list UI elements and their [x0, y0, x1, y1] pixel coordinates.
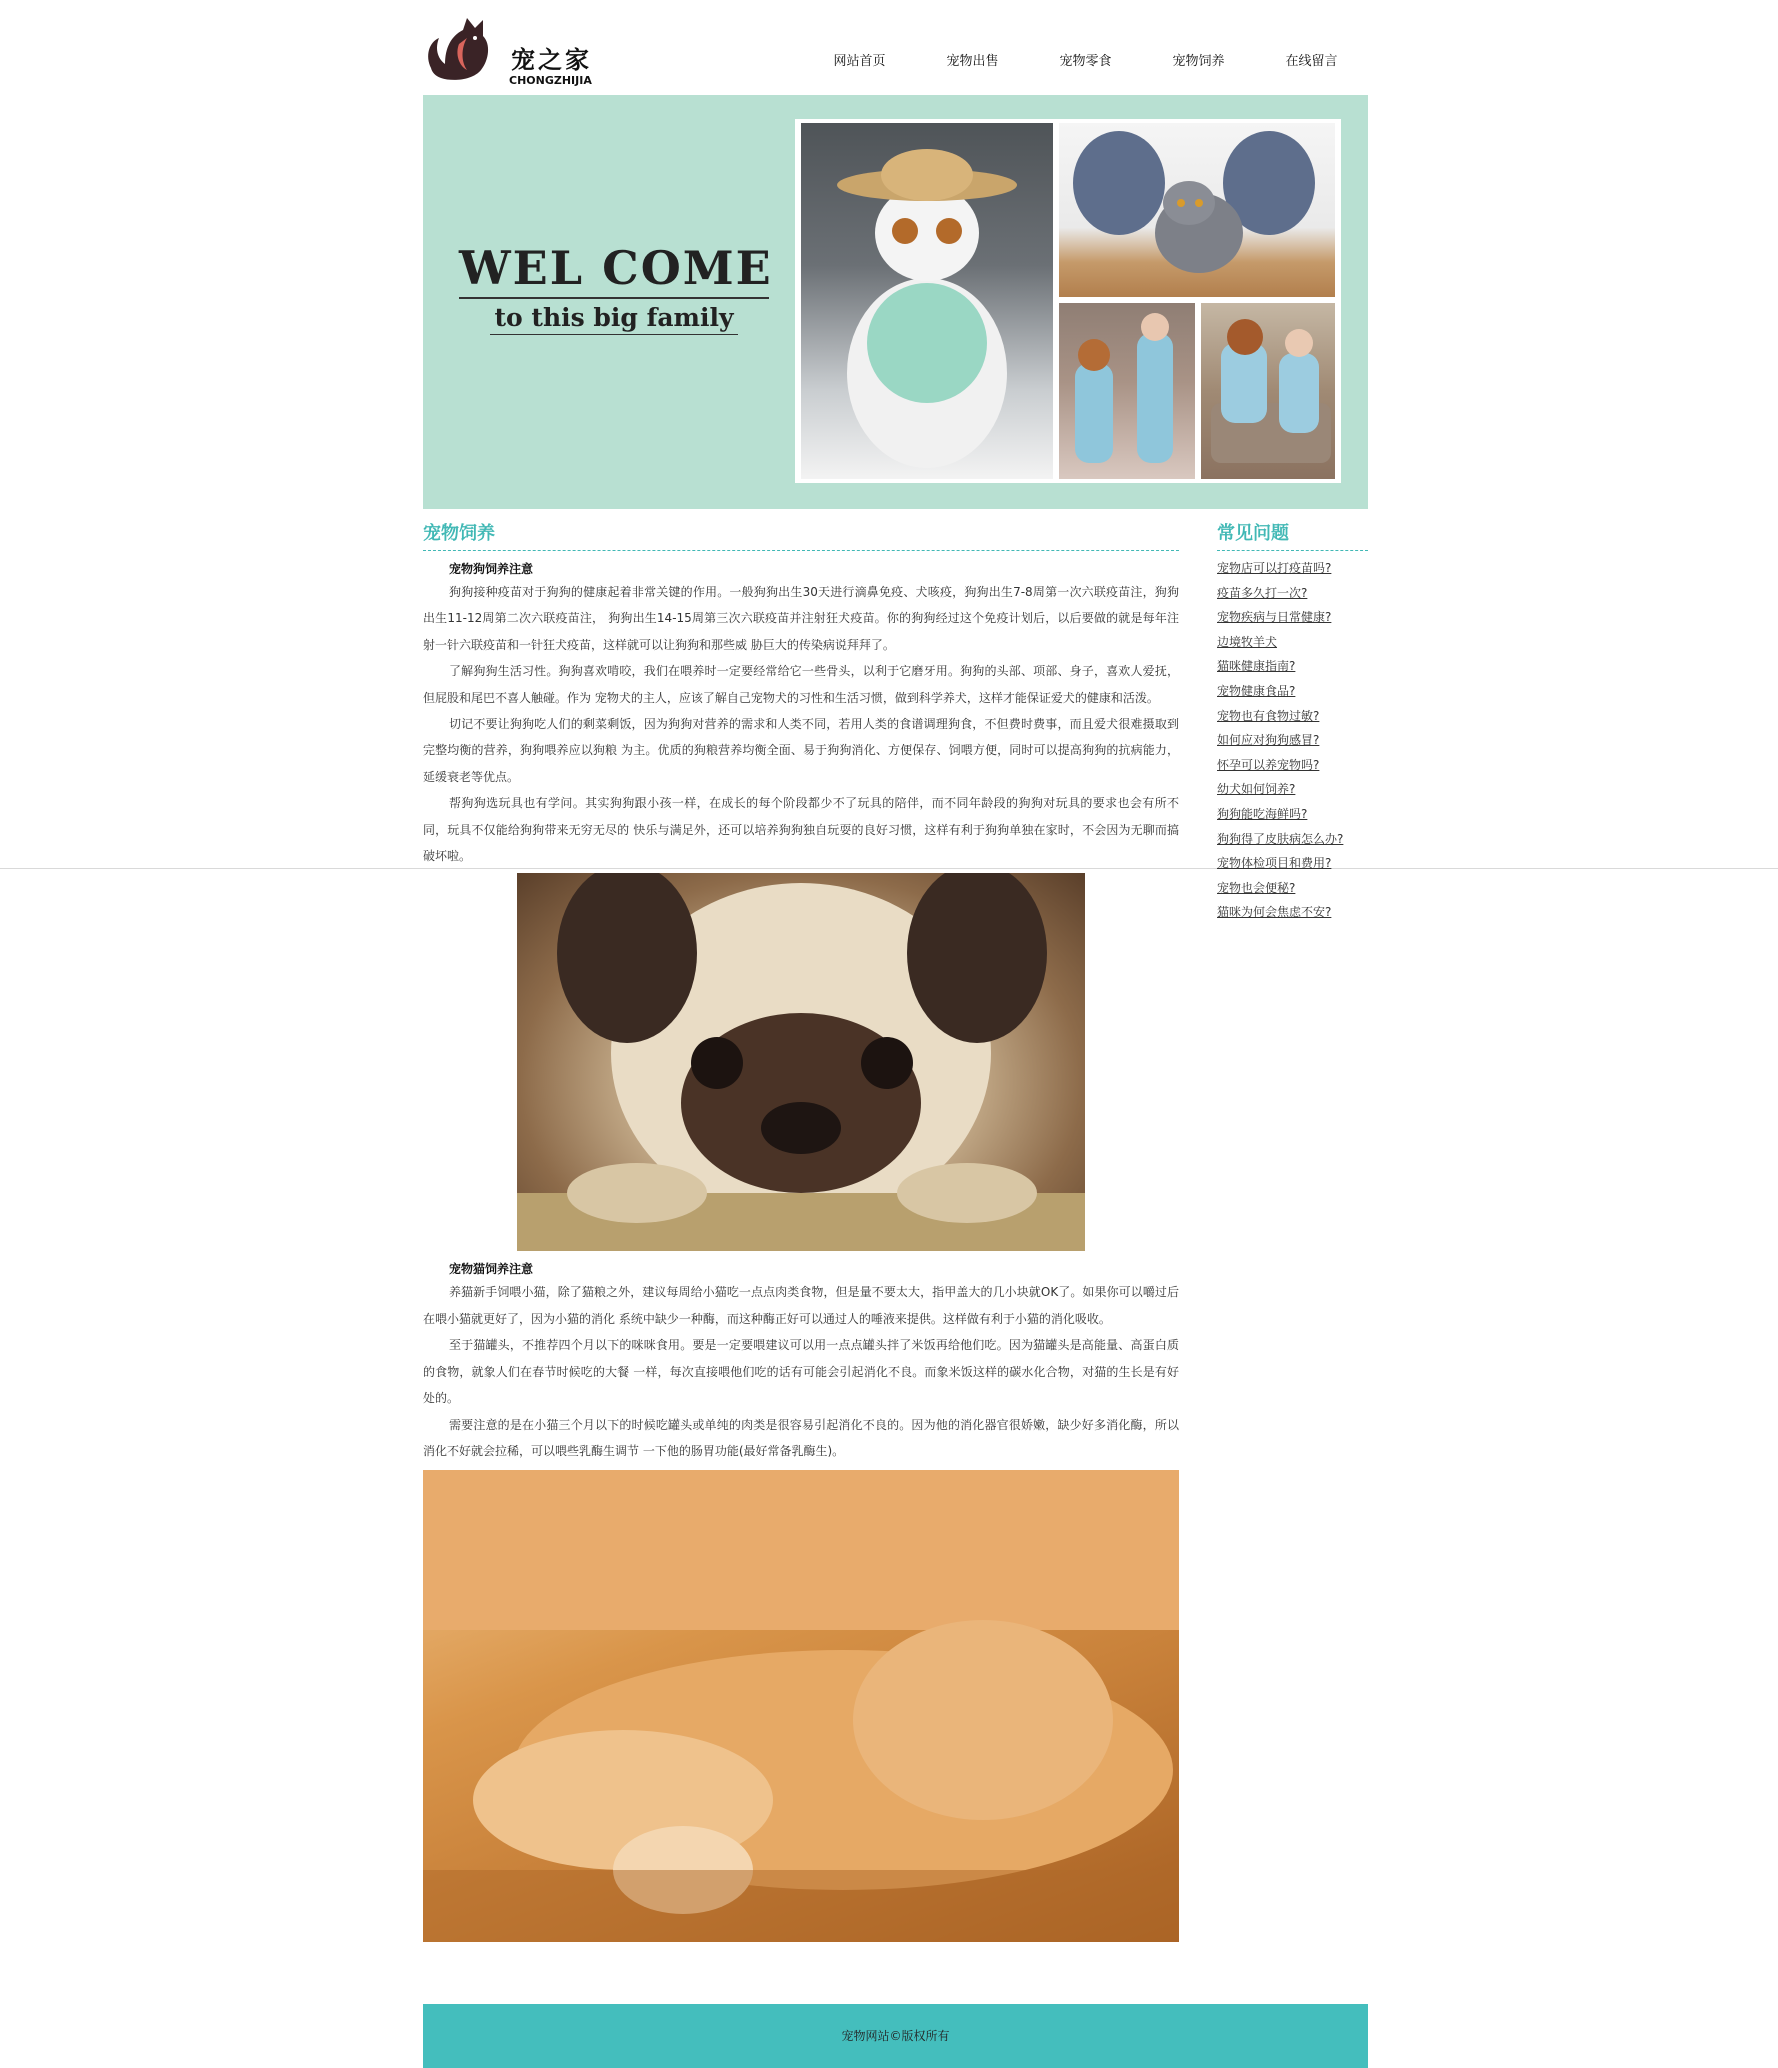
- welcome-subtitle: to this big family: [490, 303, 737, 335]
- faq-link[interactable]: 宠物体检项目和费用?: [1217, 856, 1332, 871]
- article-heading-dog: 宠物狗饲养注意: [449, 562, 534, 576]
- welcome-block: [459, 241, 773, 335]
- faq-list: [1217, 555, 1368, 924]
- list-item: [1217, 801, 1368, 826]
- faq-link[interactable]: 怀孕可以养宠物吗?: [1217, 757, 1320, 772]
- list-item: [1217, 899, 1368, 924]
- list-item: [1217, 703, 1368, 728]
- cat-dog-logo-icon: [423, 8, 513, 88]
- list-item: [1217, 580, 1368, 605]
- faq-sidebar: [1217, 521, 1368, 924]
- kid-and-dog-photo-1: [1059, 303, 1195, 479]
- logo-english-text: CHONGZHIJIA: [509, 74, 592, 87]
- faq-link[interactable]: 宠物健康食品?: [1217, 683, 1296, 698]
- cat-with-hat-photo: [801, 123, 1053, 479]
- pug-photo: [517, 873, 1085, 1251]
- logo-chinese-text: 宠之家: [511, 45, 592, 74]
- grey-cat-gloves-photo: [1059, 123, 1335, 297]
- page-container: [423, 0, 1368, 2068]
- list-item: [1217, 826, 1368, 851]
- nav-home[interactable]: 网站首页: [833, 54, 886, 69]
- welcome-divider: [459, 297, 769, 299]
- list-item: [1217, 604, 1368, 629]
- nav-pet-raising[interactable]: 宠物饲养: [1172, 54, 1225, 69]
- banner-photo-collage: [795, 119, 1341, 483]
- nav-message[interactable]: 在线留言: [1285, 54, 1338, 69]
- copyright-text: 宠物网站©版权所有: [841, 2029, 950, 2043]
- site-logo[interactable]: [423, 8, 613, 88]
- list-item: [1217, 850, 1368, 875]
- article-paragraph: 养猫新手饲喂小猫，除了猫粮之外，建议每周给小猫吃一点点肉类食物，但是量不要太大，指甲盖大的几小块就OK了。如果你可以嚼过后在喂小猫就更好了，因为小猫的消化 系统中缺少一种酶，而这种酶正好可以通过人的唾液来提供。这样做有利于小猫的消化吸收。: [423, 1285, 1179, 1326]
- list-item: [1217, 629, 1368, 654]
- list-item: [1217, 727, 1368, 752]
- list-item: [1217, 653, 1368, 678]
- faq-link[interactable]: 如何应对狗狗感冒?: [1217, 733, 1320, 748]
- article-heading-cat: 宠物猫饲养注意: [449, 1262, 534, 1277]
- list-item: [1217, 875, 1368, 900]
- faq-link[interactable]: 猫咪健康指南?: [1217, 659, 1296, 674]
- article-paragraph: 帮狗狗选玩具也有学问。其实狗狗跟小孩一样，在成长的每个阶段都少不了玩具的陪伴，而不同年龄段的狗狗对玩具的要求也会有所不同，玩具不仅能给狗狗带来无穷无尽的 快乐与满足外，还可以培养狗狗独自玩耍的良好习惯，这样有利于狗狗单独在家时，不会因为无聊而搞破坏啦。: [423, 796, 1179, 864]
- site-footer: [423, 2004, 1368, 2068]
- article-cat-care: [423, 1259, 1179, 1464]
- section-title-pet-raising: 宠物饲养: [423, 521, 1179, 551]
- nav-pet-snacks[interactable]: 宠物零食: [1059, 54, 1112, 69]
- faq-link[interactable]: 猫咪为何会焦虑不安?: [1217, 905, 1332, 920]
- faq-link[interactable]: 宠物店可以打疫苗吗?: [1217, 561, 1332, 575]
- list-item: [1217, 776, 1368, 801]
- list-item: [1217, 752, 1368, 777]
- main-content: [423, 521, 1179, 1942]
- faq-link[interactable]: 幼犬如何饲养?: [1217, 782, 1296, 797]
- section-title-faq: 常见问题: [1217, 521, 1368, 551]
- nav-pet-sale[interactable]: 宠物出售: [946, 54, 999, 69]
- list-item: [1217, 678, 1368, 703]
- faq-link[interactable]: 宠物也有食物过敏?: [1217, 708, 1320, 723]
- faq-link[interactable]: 边境牧羊犬: [1217, 634, 1278, 649]
- hero-banner: [423, 95, 1368, 509]
- faq-link[interactable]: 疫苗多久打一次?: [1217, 585, 1308, 600]
- article-paragraph: 需要注意的是在小猫三个月以下的时候吃罐头或单纯的肉类是很容易引起消化不良的。因为他的消化器官很娇嫩，缺少好多消化酶，所以消化不好就会拉稀，可以喂些乳酶生调节 一下他的肠胃功能(最好常备乳酶生)。: [423, 1417, 1179, 1458]
- faq-link[interactable]: 狗狗能吃海鲜吗?: [1217, 806, 1308, 821]
- welcome-title: WEL COME: [459, 241, 773, 295]
- article-paragraph: 至于猫罐头，不推荐四个月以下的咪咪食用。要是一定要喂建议可以用一点点罐头拌了米饭再给他们吃。因为猫罐头是高能量、高蛋白质的食物，就象人们在春节时候吃的大餐 一样，每次直接喂他们吃的话有可能会引起消化不良。而象米饭这样的碳水化合物，对猫的生长是有好处的。: [423, 1338, 1179, 1406]
- faq-link[interactable]: 宠物疾病与日常健康?: [1217, 610, 1332, 625]
- faq-link[interactable]: 狗狗得了皮肤病怎么办?: [1217, 831, 1344, 846]
- article-paragraph: 切记不要让狗狗吃人们的剩菜剩饭，因为狗狗对营养的需求和人类不同，若用人类的食谱调理狗食，不但费时费事，而且爱犬很难摄取到完整均衡的营养，狗狗喂养应以狗粮 为主。优质的狗粮营养均衡全面、易于狗狗消化、方便保存、饲喂方便，同时可以提高狗狗的抗病能力，延缓衰老等优点。: [423, 717, 1179, 784]
- article-paragraph: 了解狗狗生活习性。狗狗喜欢啃咬，我们在喂养时一定要经常给它一些骨头，以利于它磨牙用。狗狗的头部、项部、身子，喜欢人爱抚，但屁股和尾巴不喜人触碰。作为 宠物犬的主人，应该了解自己宠物犬的习性和生活习惯，做到科学养犬，这样才能保证爱犬的健康和活泼。: [423, 664, 1179, 705]
- sleeping-cat-photo: [423, 1470, 1179, 1942]
- list-item: [1217, 555, 1368, 580]
- article-dog-care: [423, 559, 1179, 869]
- main-nav: [803, 50, 1368, 69]
- kid-and-dog-photo-2: [1201, 303, 1335, 479]
- faq-link[interactable]: 宠物也会便秘?: [1217, 880, 1296, 895]
- site-header: [423, 0, 1368, 95]
- article-paragraph: 狗狗接种疫苗对于狗狗的健康起着非常关键的作用。一般狗狗出生30天进行滴鼻免疫、犬咳疫，狗狗出生7-8周第一次六联疫苗注，狗狗出生11-12周第二次六联疫苗注， 狗狗出生14-15周第三次六联疫苗并注射狂犬疫苗。你的狗狗经过这个免疫计划后，以后要做的就是每年注射一针六联疫苗和一针狂犬疫苗，这样就可以让狗狗和那些威 胁巨大的传染病说拜拜了。: [423, 585, 1179, 652]
